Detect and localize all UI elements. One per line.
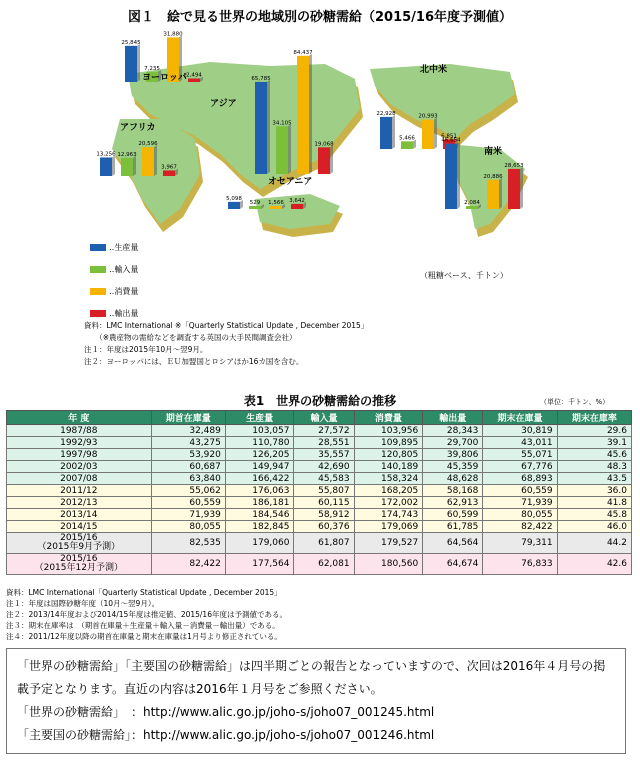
value-cell: 120,805 bbox=[354, 449, 423, 461]
value-cell: 35,557 bbox=[294, 449, 354, 461]
value-cell: 30,819 bbox=[483, 425, 557, 437]
value-cell: 140,189 bbox=[354, 461, 423, 473]
value-cell: 48,628 bbox=[423, 473, 483, 485]
value-cell: 45.6 bbox=[557, 449, 631, 461]
bar-side-shade bbox=[267, 80, 270, 174]
value-cell: 36.0 bbox=[557, 485, 631, 497]
value-cell: 64,564 bbox=[423, 533, 483, 554]
value-cell: 48.3 bbox=[557, 461, 631, 473]
value-cell: 63,840 bbox=[151, 473, 225, 485]
figure-unit-note: （粗糖ベース、千トン） bbox=[420, 271, 508, 280]
figure-note: 資料：LMC International ※「Quarterly Statistical Update , December 2015」 bbox=[84, 321, 369, 330]
table-row bbox=[7, 497, 632, 509]
value-cell: 126,205 bbox=[225, 449, 294, 461]
bar bbox=[276, 126, 288, 174]
year-cell: 2007/08 bbox=[7, 473, 152, 485]
link-world-sugar[interactable]: 「世界の砂糖需給」 ：http://www.alic.go.jp/joho-s/joho07_001245.html bbox=[17, 705, 435, 719]
col-header: 期末在庫量 bbox=[483, 411, 557, 425]
value-cell: 64,674 bbox=[423, 554, 483, 575]
value-cell: 42,690 bbox=[294, 461, 354, 473]
value-cell: 45,583 bbox=[294, 473, 354, 485]
value-cell: 176,063 bbox=[225, 485, 294, 497]
table-row bbox=[7, 521, 632, 533]
col-header: 輸出量 bbox=[423, 411, 483, 425]
forecast-label: （2015年12月予測） bbox=[34, 563, 123, 573]
value-cell: 82,422 bbox=[151, 554, 225, 575]
data-label: 7,235 bbox=[144, 65, 160, 72]
col-header: 輸入量 bbox=[294, 411, 354, 425]
bar bbox=[508, 169, 520, 209]
bar-side-shade bbox=[133, 156, 136, 176]
value-cell: 179,060 bbox=[225, 533, 294, 554]
data-label: 34,105 bbox=[272, 120, 292, 127]
value-cell: 82,422 bbox=[483, 521, 557, 533]
world-sugar-map-chart bbox=[70, 24, 570, 239]
col-header: 年 度 bbox=[7, 411, 152, 425]
value-cell: 186,181 bbox=[225, 497, 294, 509]
region-label: アジア bbox=[210, 99, 237, 109]
value-cell: 60,687 bbox=[151, 461, 225, 473]
data-label: 22,928 bbox=[376, 110, 396, 117]
value-cell: 71,939 bbox=[151, 509, 225, 521]
table-note: 注４：2011/12年度以降の期首在庫量と期末在庫量は1月号より修正されている。 bbox=[6, 632, 282, 641]
year-label: 2015/16 bbox=[60, 554, 98, 564]
data-label: 20,886 bbox=[483, 173, 503, 180]
table-notes bbox=[6, 587, 287, 642]
table-row bbox=[7, 509, 632, 521]
value-cell: 39,806 bbox=[423, 449, 483, 461]
forecast-row bbox=[7, 554, 632, 575]
bar-side-shade bbox=[154, 145, 157, 176]
bar bbox=[142, 147, 154, 176]
bar-side-shade bbox=[499, 178, 502, 209]
table-note: 注２：2013/14年度および2014/15年度は推定値、2015/16年度は予測値である。 bbox=[6, 610, 287, 619]
value-cell: 60,559 bbox=[151, 497, 225, 509]
value-cell: 76,833 bbox=[483, 554, 557, 575]
table-row bbox=[7, 425, 632, 437]
value-cell: 58,912 bbox=[294, 509, 354, 521]
value-cell: 32,489 bbox=[151, 425, 225, 437]
data-label: 19,068 bbox=[314, 141, 334, 148]
figure-notes bbox=[84, 320, 368, 368]
bar-side-shade bbox=[309, 54, 312, 174]
value-cell: 177,564 bbox=[225, 554, 294, 575]
value-cell: 39.1 bbox=[557, 437, 631, 449]
data-label: 2,084 bbox=[464, 200, 480, 206]
legend-swatch bbox=[90, 244, 106, 251]
value-cell: 29,700 bbox=[423, 437, 483, 449]
value-cell: 55,807 bbox=[294, 485, 354, 497]
value-cell: 55,071 bbox=[483, 449, 557, 461]
value-cell: 182,845 bbox=[225, 521, 294, 533]
table-unit: （単位：千トン、%） bbox=[540, 398, 610, 406]
col-header: 生産量 bbox=[225, 411, 294, 425]
bar bbox=[121, 158, 133, 176]
data-label: 5,098 bbox=[226, 195, 242, 202]
col-header: 期末在庫率 bbox=[557, 411, 631, 425]
data-label: 2,494 bbox=[186, 72, 202, 79]
value-cell: 103,057 bbox=[225, 425, 294, 437]
value-cell: 60,115 bbox=[294, 497, 354, 509]
bar bbox=[125, 46, 137, 82]
table-note: 注３：期末在庫率は （期首在庫量＋生産量＋輸入量－消費量－輸出量）である。 bbox=[6, 621, 280, 630]
table-title: 表1 世界の砂糖需給の推移 bbox=[243, 394, 397, 408]
bar bbox=[466, 206, 478, 209]
data-label: 25,845 bbox=[121, 39, 141, 46]
data-label: 31,880 bbox=[163, 31, 183, 38]
bar bbox=[318, 147, 330, 174]
value-cell: 79,311 bbox=[483, 533, 557, 554]
bar-side-shade bbox=[392, 115, 395, 149]
data-label: 28,653 bbox=[504, 162, 524, 169]
col-header: 消費量 bbox=[354, 411, 423, 425]
value-cell: 53,920 bbox=[151, 449, 225, 461]
data-label: 3,967 bbox=[161, 164, 177, 171]
value-cell: 44.2 bbox=[557, 533, 631, 554]
sugar-balance-table bbox=[6, 410, 632, 575]
value-cell: 45.8 bbox=[557, 509, 631, 521]
bar bbox=[380, 117, 392, 149]
table-header-row bbox=[7, 411, 632, 425]
year-label: 2015/16 bbox=[60, 533, 98, 543]
value-cell: 168,205 bbox=[354, 485, 423, 497]
value-cell: 60,376 bbox=[294, 521, 354, 533]
value-cell: 180,560 bbox=[354, 554, 423, 575]
year-cell: 1987/88 bbox=[7, 425, 152, 437]
figure-note: 注１：年度は2015年10月～翌9月。 bbox=[84, 345, 208, 354]
region-label: アフリカ bbox=[120, 123, 156, 133]
data-label: 20,596 bbox=[138, 141, 158, 148]
value-cell: 179,069 bbox=[354, 521, 423, 533]
bar bbox=[255, 82, 267, 174]
region-label: オセアニア bbox=[268, 177, 313, 187]
value-cell: 43,011 bbox=[483, 437, 557, 449]
value-cell: 28,343 bbox=[423, 425, 483, 437]
table-note: 注１：年度は国際砂糖年度（10月～翌9月）。 bbox=[6, 599, 160, 608]
value-cell: 82,535 bbox=[151, 533, 225, 554]
value-cell: 58,168 bbox=[423, 485, 483, 497]
data-label: 12,963 bbox=[117, 151, 137, 158]
legend-swatch bbox=[90, 288, 106, 295]
value-cell: 29.6 bbox=[557, 425, 631, 437]
value-cell: 43,275 bbox=[151, 437, 225, 449]
table-row bbox=[7, 449, 632, 461]
legend-item bbox=[90, 286, 210, 297]
year-cell bbox=[7, 554, 152, 575]
value-cell: 80,055 bbox=[483, 509, 557, 521]
figure-title: 図１ 絵で見る世界の地域別の砂糖需給（2015/16年度予測値） bbox=[127, 10, 513, 25]
value-cell: 60,559 bbox=[483, 485, 557, 497]
bar-side-shade bbox=[520, 167, 523, 209]
bar-side-shade bbox=[330, 145, 333, 174]
value-cell: 103,956 bbox=[354, 425, 423, 437]
value-cell: 174,743 bbox=[354, 509, 423, 521]
data-label: 13,256 bbox=[96, 151, 116, 158]
year-cell: 2013/14 bbox=[7, 509, 152, 521]
value-cell: 166,422 bbox=[225, 473, 294, 485]
bar bbox=[401, 141, 413, 149]
value-cell: 55,062 bbox=[151, 485, 225, 497]
value-cell: 158,324 bbox=[354, 473, 423, 485]
forecast-row bbox=[7, 533, 632, 554]
table-row bbox=[7, 485, 632, 497]
value-cell: 179,527 bbox=[354, 533, 423, 554]
legend-item bbox=[90, 264, 210, 275]
bar bbox=[487, 180, 499, 209]
legend-item bbox=[90, 308, 210, 319]
table-row bbox=[7, 461, 632, 473]
legend-label: ‥消費量 bbox=[109, 287, 139, 296]
bar bbox=[291, 204, 303, 209]
data-label: 20,993 bbox=[418, 113, 438, 120]
bar bbox=[249, 206, 261, 209]
bar bbox=[188, 79, 200, 82]
value-cell: 62,081 bbox=[294, 554, 354, 575]
legend-swatch bbox=[90, 310, 106, 317]
year-cell bbox=[7, 533, 152, 554]
link-major-countries-sugar[interactable]: 「主要国の砂糖需給」：http://www.alic.go.jp/joho-s/joho07_001246.html bbox=[17, 728, 435, 742]
table-row bbox=[7, 437, 632, 449]
data-label: 6,851 bbox=[441, 133, 457, 140]
legend-label: ‥輸入量 bbox=[109, 265, 139, 274]
figure-note: 注２：ヨーロッパには、ＥＵ加盟国とロシアほか16カ国を含む。 bbox=[84, 357, 304, 366]
value-cell: 43.5 bbox=[557, 473, 631, 485]
bar bbox=[228, 202, 240, 209]
data-label: 1,566 bbox=[268, 200, 284, 206]
value-cell: 45,359 bbox=[423, 461, 483, 473]
info-text: 「世界の砂糖需給」「主要国の砂糖需給」は四半期ごとの報告となっていますので、次回は2016年４月号の掲載予定となります。直近の内容は2016年１月号をご参照ください。 bbox=[17, 659, 606, 696]
value-cell: 149,947 bbox=[225, 461, 294, 473]
legend-label: ‥生産量 bbox=[109, 243, 139, 252]
value-cell: 68,893 bbox=[483, 473, 557, 485]
value-cell: 62,913 bbox=[423, 497, 483, 509]
bar bbox=[163, 170, 175, 176]
bar-side-shade bbox=[434, 118, 437, 149]
year-cell: 2014/15 bbox=[7, 521, 152, 533]
data-label: 529 bbox=[249, 200, 261, 206]
figure-note: （※農産物の需給などを調査する英国の大手民間調査会社） bbox=[84, 333, 297, 342]
info-box bbox=[6, 648, 626, 754]
value-cell: 60,599 bbox=[423, 509, 483, 521]
value-cell: 41.8 bbox=[557, 497, 631, 509]
table-row bbox=[7, 473, 632, 485]
bar bbox=[270, 206, 282, 209]
region-label: 北中米 bbox=[420, 65, 448, 75]
value-cell: 184,546 bbox=[225, 509, 294, 521]
value-cell: 42.6 bbox=[557, 554, 631, 575]
value-cell: 46.0 bbox=[557, 521, 631, 533]
table-note: 資料：LMC International「Quarterly Statistical Update , December 2015」 bbox=[6, 588, 282, 597]
legend-swatch bbox=[90, 266, 106, 273]
col-header: 期首在庫量 bbox=[151, 411, 225, 425]
data-label: 3,642 bbox=[289, 197, 305, 204]
bar-side-shade bbox=[137, 44, 140, 82]
bar-side-shade bbox=[457, 142, 460, 209]
bar-side-shade bbox=[112, 155, 115, 176]
value-cell: 61,785 bbox=[423, 521, 483, 533]
year-cell: 1992/93 bbox=[7, 437, 152, 449]
legend-item bbox=[90, 242, 210, 253]
value-cell: 80,055 bbox=[151, 521, 225, 533]
data-label: 84,437 bbox=[293, 49, 313, 56]
value-cell: 61,807 bbox=[294, 533, 354, 554]
value-cell: 71,939 bbox=[483, 497, 557, 509]
bar bbox=[422, 120, 434, 149]
data-label: 5,466 bbox=[399, 135, 415, 142]
year-cell: 2002/03 bbox=[7, 461, 152, 473]
bar bbox=[100, 157, 112, 176]
bar-side-shade bbox=[288, 124, 291, 174]
data-label: 65,785 bbox=[251, 75, 271, 82]
forecast-label: （2015年9月予測） bbox=[37, 542, 121, 552]
value-cell: 67,776 bbox=[483, 461, 557, 473]
value-cell: 172,002 bbox=[354, 497, 423, 509]
data-label: 46,654 bbox=[441, 137, 461, 144]
value-cell: 28,551 bbox=[294, 437, 354, 449]
value-cell: 109,895 bbox=[354, 437, 423, 449]
value-cell: 27,572 bbox=[294, 425, 354, 437]
region-label: 南米 bbox=[484, 147, 503, 157]
bar bbox=[445, 144, 457, 209]
value-cell: 110,780 bbox=[225, 437, 294, 449]
year-cell: 2012/13 bbox=[7, 497, 152, 509]
legend-label: ‥輸出量 bbox=[109, 309, 139, 318]
region-label: ヨーロッパ bbox=[142, 73, 187, 83]
year-cell: 1997/98 bbox=[7, 449, 152, 461]
bar bbox=[297, 56, 309, 174]
year-cell: 2011/12 bbox=[7, 485, 152, 497]
